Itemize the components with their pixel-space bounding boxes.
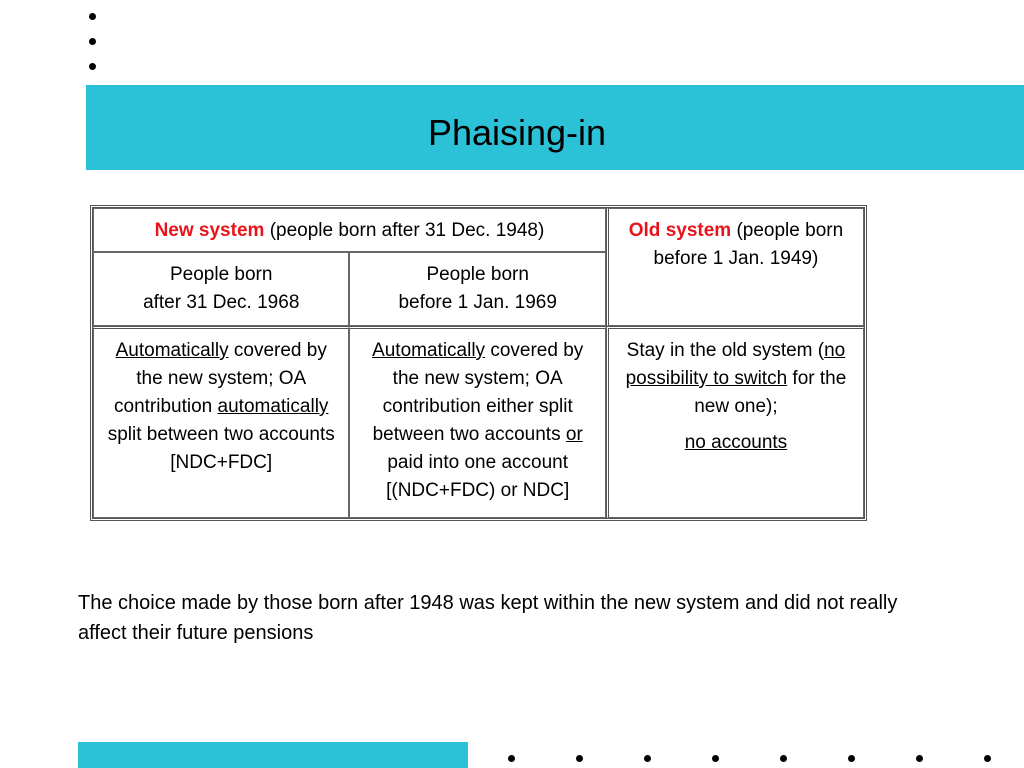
decor-dot: [848, 755, 855, 762]
decor-dot: [916, 755, 923, 762]
new-system-header: [93, 208, 606, 252]
subheader-born-before-1969: [349, 252, 605, 326]
subheader-line: People born: [169, 264, 273, 285]
old-system-label: Old system: [628, 220, 732, 241]
decor-dot: [89, 13, 96, 20]
subheader-born-after-1968: [93, 252, 349, 326]
new-system-label: New system: [154, 220, 265, 241]
decor-dot: [89, 63, 96, 70]
cell-col1: [93, 326, 349, 518]
subheader-line: People born: [426, 264, 529, 285]
cell-text: Automatically: [372, 340, 486, 361]
subheader-line: before 1 Jan. 1969: [398, 292, 557, 313]
decor-dot: [984, 755, 991, 762]
subheader-line: after 31 Dec. 1968: [143, 292, 300, 313]
cell-text: paid into one account [(NDC+FDC) or NDC]: [386, 452, 570, 501]
decor-dot: [644, 755, 651, 762]
cell-text: Stay in the old system (: [626, 340, 825, 361]
cell-text: split between two accounts [NDC+FDC]: [107, 424, 335, 473]
cell-text: no possibility to switch: [625, 340, 846, 389]
decor-dot: [89, 38, 96, 45]
decor-dot: [780, 755, 787, 762]
cell-text: covered by the new system; OA contribution: [114, 340, 327, 417]
cell-col3: [606, 326, 864, 518]
cell-text: automatically: [217, 396, 329, 417]
slide-title: Phaising-in: [427, 112, 607, 153]
cell-text: for the new one);: [694, 368, 847, 417]
phasing-table: [90, 205, 867, 521]
cell-col2: [349, 326, 605, 518]
footnote-text: The choice made by those born after 1948 was kept within the new system and did not really affect their future pensions: [78, 592, 898, 644]
new-system-desc: (people born after 31 Dec. 1948): [264, 220, 545, 241]
decor-dot: [508, 755, 515, 762]
bottom-band: [78, 742, 468, 768]
decor-dot: [576, 755, 583, 762]
old-system-header: [606, 208, 864, 326]
cell-text: Automatically: [115, 340, 229, 361]
cell-text: or: [565, 424, 583, 445]
old-system-desc: (people born before 1 Jan. 1949): [653, 220, 844, 269]
cell-text: covered by the new system; OA contribution either split between two accounts: [372, 340, 584, 445]
cell-text: no accounts: [684, 432, 788, 453]
decor-dot: [712, 755, 719, 762]
